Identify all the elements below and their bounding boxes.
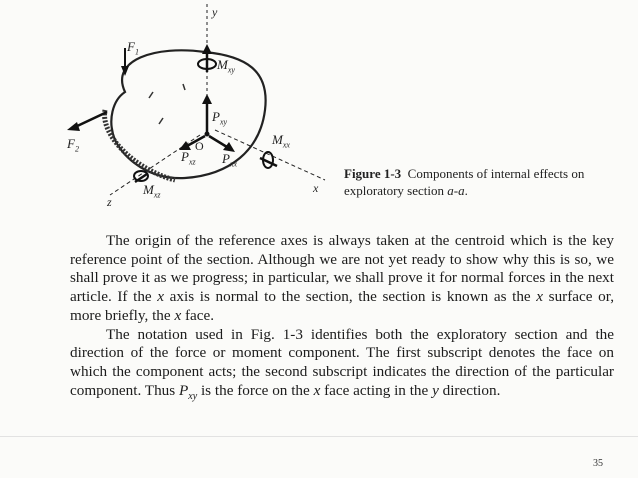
page-divider (0, 436, 638, 437)
label-z: z (107, 195, 112, 209)
caption-text: Components of internal effects on exploratory section (344, 166, 585, 198)
label-pxy: $P_{xy}$ (212, 109, 228, 127)
section-edge (105, 110, 175, 180)
label-mxz: $M_{xz}$ (143, 182, 161, 200)
figure-1-3 (55, 0, 345, 210)
paragraph-1: The origin of the reference axes is always taken at the centroid which is the key reference point of the section. Although we are not yet ready to show why this is so, we shall prove it as we progress; in particular, we shall prove it for normal forces in the next article. If the x axis is normal to the section, the section is known as the x surface or, more briefly, the x face. (70, 232, 614, 324)
label-f1: $F_1$ (127, 39, 139, 57)
figure-diagram (55, 0, 345, 210)
label-pxx: $P_{xx}$ (222, 151, 238, 169)
label-origin: O (195, 139, 204, 153)
body-text (70, 232, 614, 406)
label-mxx: $M_{xx}$ (272, 132, 290, 150)
label-pxz: $P_{xz}$ (181, 149, 196, 167)
label-f2: $F_2$ (67, 136, 79, 154)
label-mxy: $M_{xy}$ (217, 57, 235, 75)
page-number: 35 (593, 458, 603, 469)
caption-number: Figure 1-3 (344, 166, 402, 181)
label-y: y (212, 5, 218, 19)
caption-section: a-a (447, 183, 465, 198)
figure-caption: Figure 1-3 Components of internal effects on exploratory section a-a. (344, 166, 585, 198)
paragraph-2: The notation used in Fig. 1-3 identifies both the exploratory section and the direction of the force or moment component. The first subscript denotes the face on which the component acts; the second subscript indicates the direction of the particular component. Thus $P_{xy}$ is the force on the x face acting in the y direction. (70, 325, 614, 402)
label-x: x (313, 181, 319, 195)
